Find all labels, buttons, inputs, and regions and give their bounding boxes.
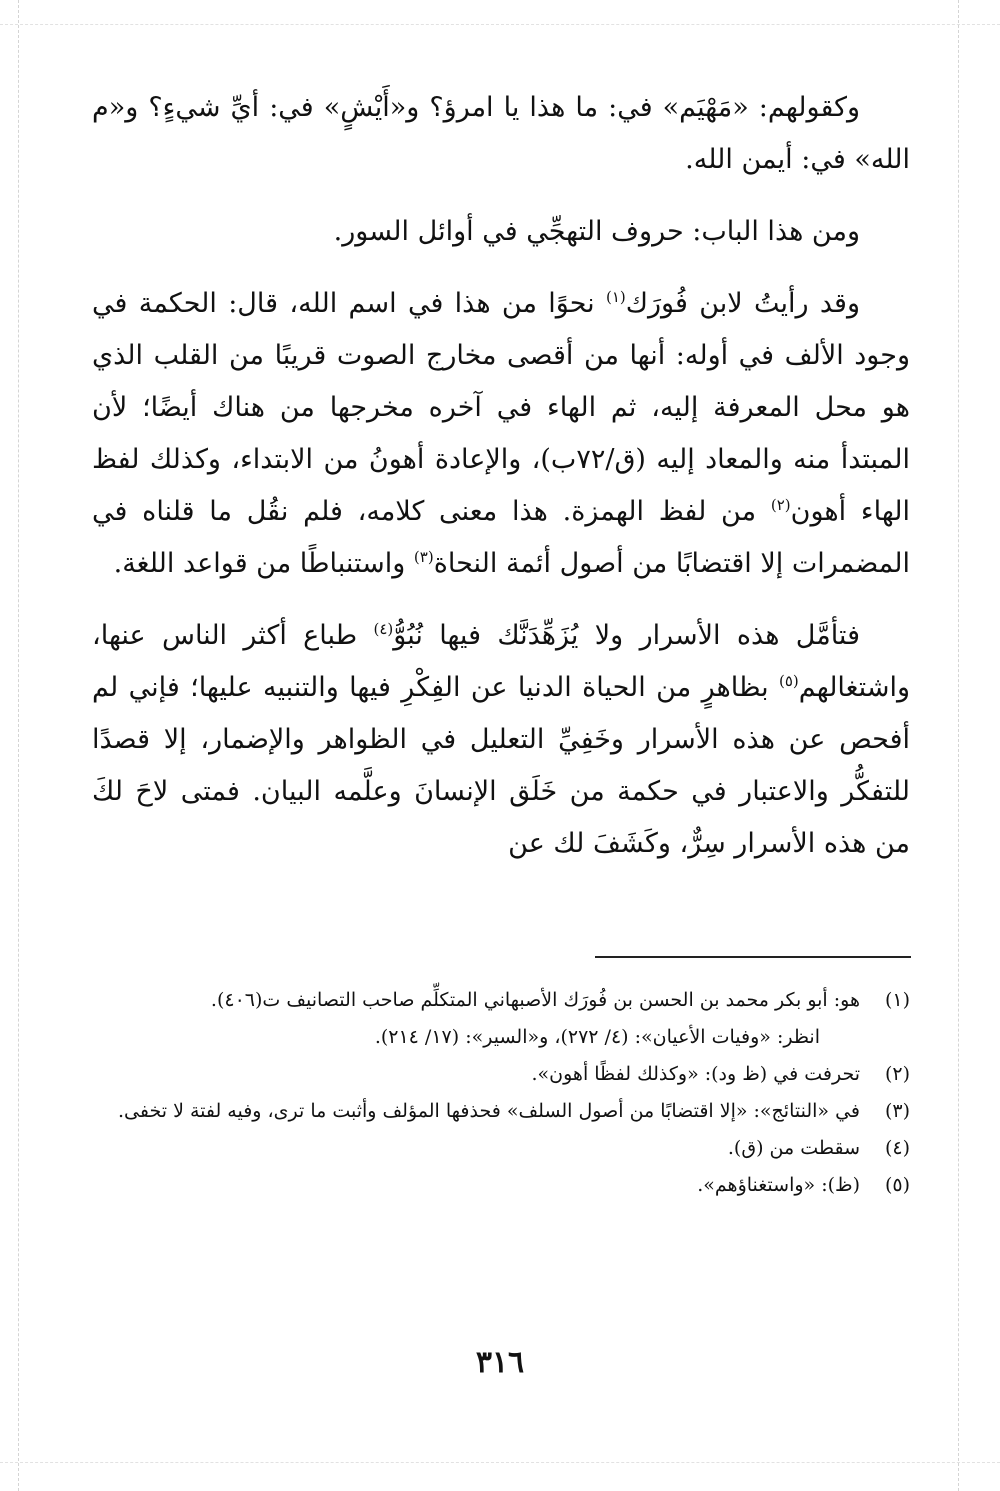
footnote-reference[interactable]: (٢) [770,496,791,514]
main-text-body [92,82,910,890]
footnote-reference[interactable]: (٤) [373,620,394,638]
paragraph-text: وقد رأيتُ لابن فُورَك [625,288,861,319]
body-paragraph [92,610,910,870]
footnote-number: (٣) [884,1100,910,1122]
paragraph-text: ومن هذا الباب: حروف التهجِّي في أوائل السور. [333,216,860,247]
paragraph-text: نحوًا من هذا في اسم الله، قال: الحكمة في وجود الألف في أوله: أنها من أقصى مخارج الصوت قريبًا من القلب الذي هو محل المعرفة إليه، ثم الهاء في آخره مخرجها من هناك أيضًا؛ لأن المبتدأ منه والمعاد إليه (ق/٧٢ب)، والإعادة أهونُ من الابتداء، وكذلك لفظ الهاء أهون [92,288,910,527]
footnotes-section [92,984,910,1206]
body-paragraph [92,206,910,258]
paragraph-text: وكقولهم: «مَهْيَم» في: ما هذا يا امرؤ؟ و«أَيْشٍ» في: أيِّ شيءٍ؟ و«م الله» في: أيمن الله. [92,92,910,175]
footnote-number: (٤) [884,1137,910,1159]
footnote-number: (١) [884,989,910,1011]
footnote [92,1169,910,1201]
footnote [92,1058,910,1090]
footnote-text: سقطت من (ق). [727,1137,860,1159]
footnote [92,1095,910,1127]
footnote-reference[interactable]: (١) [605,288,626,306]
footnote-text: (ظ): «واستغناؤهم». [697,1174,860,1196]
footnote-text: في «النتائج»: «إلا اقتضابًا من أصول السلف» فحذفها المؤلف وأثبت ما ترى، وفيه لفتة لا تخفى. [117,1100,860,1122]
paragraph-text: طباع أكثر الناس عنها، واشتغالهم [92,620,910,703]
scan-guide-line [0,24,1000,25]
scan-guide-line [958,0,959,1491]
scan-guide-line [18,0,19,1491]
paragraph-text: بظاهرٍ من الحياة الدنيا عن الفِكْرِ فيها والتنبيه عليها؛ فإني لم أفحص عن هذه الأسرار وخَفِيِّ التعليل في الظواهر والإضمار، إلا قصدًا للتفكُّر والاعتبار في حكمة من خَلَق الإنسانَ وعلَّمه البيان. فمتى لاحَ لكَ من هذه الأسرار سِرٌّ، وكَشَفَ لك عن [92,672,910,859]
footnote-number: (٢) [884,1063,910,1085]
scan-guide-line [0,1462,1000,1463]
body-paragraph [92,82,910,186]
footnote-number: (٥) [884,1174,910,1196]
page-number: ٣١٦ [475,1345,525,1380]
footnote-separator [595,956,911,958]
paragraph-text: فتأمَّل هذه الأسرار ولا يُزَهِّدَنَّك فيها نُبُوُّ [393,620,860,651]
footnote [92,1132,910,1164]
footnote-reference[interactable]: (٣) [413,548,434,566]
footnote [92,984,910,1016]
footnote-reference[interactable]: (٥) [779,672,799,690]
footnote-text: هو: أبو بكر محمد بن الحسن بن فُورَك الأصبهاني المتكلِّم صاحب التصانيف ت(٤٠٦). [210,989,860,1011]
footnote-text: تحرفت في (ظ ود): «وكذلك لفظًا أهون». [531,1063,860,1085]
paragraph-text: واستنباطًا من قواعد اللغة. [113,548,414,579]
body-paragraph [92,278,910,590]
paragraph-text: من لفظ الهمزة. هذا معنى كلامه، فلم نقُل ما قلناه في المضمرات إلا اقتضابًا من أصول أئمة النحاة [92,496,910,579]
footnote-continuation: انظر: «وفيات الأعيان»: (٤/ ٢٧٢)، و«السير»: (١٧/ ٢١٤). [374,1026,820,1048]
